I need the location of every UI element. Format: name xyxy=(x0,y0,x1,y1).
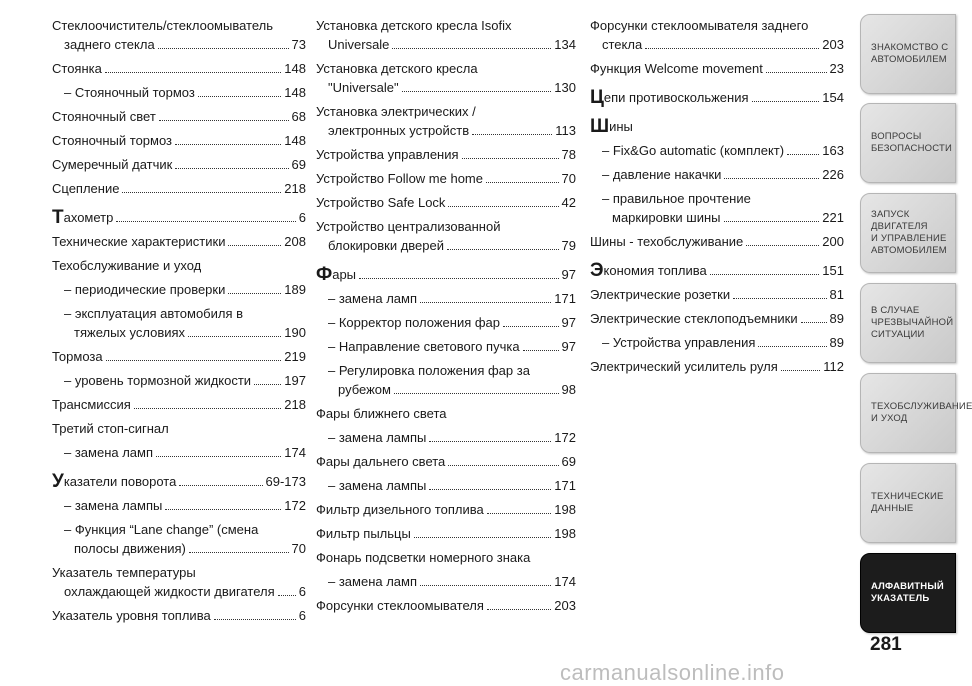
index-entry[interactable] xyxy=(52,371,306,390)
page-ref: 98 xyxy=(561,382,576,397)
dot-leader xyxy=(429,441,551,442)
entry-title: Технические характеристики xyxy=(52,234,226,249)
index-entry[interactable] xyxy=(52,395,306,414)
index-entry[interactable] xyxy=(52,256,306,275)
index-entry[interactable] xyxy=(590,16,844,54)
entry-title: Электрические розетки xyxy=(590,287,731,302)
index-entry[interactable] xyxy=(52,419,306,438)
index-entry[interactable] xyxy=(316,428,576,447)
page-ref: 218 xyxy=(284,397,306,412)
entry-line xyxy=(52,131,306,150)
entry-line xyxy=(316,380,576,399)
entry-line xyxy=(316,548,576,567)
entry-line xyxy=(316,35,576,54)
dot-leader xyxy=(179,485,262,486)
dot-leader xyxy=(156,456,281,457)
entry-line xyxy=(590,261,844,280)
dot-leader xyxy=(165,509,281,510)
entry-line xyxy=(590,208,844,227)
dot-leader xyxy=(158,48,289,49)
entry-line xyxy=(316,121,576,140)
entry-title-line: Устройство централизованной xyxy=(316,219,501,234)
entry-title-line: Стеклоочиститель/стеклоомыватель xyxy=(52,18,274,33)
dot-leader xyxy=(214,619,296,620)
page-ref: 172 xyxy=(284,498,306,513)
index-entry[interactable] xyxy=(590,333,844,352)
entry-title: Форсунки стеклоомывателя xyxy=(316,598,484,613)
entry-line xyxy=(52,443,306,462)
entry-title: Трансмиссия xyxy=(52,397,131,412)
entry-line xyxy=(316,78,576,97)
section-tab[interactable]: ЗАПУСК ДВИГАТЕЛЯ И УПРАВЛЕНИЕ АВТОМОБИЛЕМ xyxy=(860,193,956,273)
index-entry[interactable] xyxy=(316,59,576,97)
entry-line xyxy=(52,323,306,342)
page-ref: 171 xyxy=(554,291,576,306)
page-ref: 151 xyxy=(822,263,844,278)
page-ref: 172 xyxy=(554,430,576,445)
dot-leader xyxy=(448,465,558,466)
entry-title: – замена ламп xyxy=(328,574,418,589)
entry-title: Электрический усилитель руля xyxy=(590,359,778,374)
page-ref: 97 xyxy=(561,315,576,330)
entry-line xyxy=(52,59,306,78)
entry-title: Электрические стеклоподъемники xyxy=(590,311,798,326)
entry-title: – давление накачки xyxy=(602,167,722,182)
entry-title: Устройство Follow me home xyxy=(316,171,483,186)
entry-title: ахометр xyxy=(63,210,114,225)
entry-title: – замена ламп xyxy=(64,445,154,460)
dot-leader xyxy=(503,326,559,327)
entry-title: Стояночный свет xyxy=(52,109,156,124)
section-tab[interactable]: ТЕХНИЧЕСКИЕ ДАННЫЕ xyxy=(860,463,956,543)
page-ref: 69-173 xyxy=(265,474,306,489)
index-entry[interactable] xyxy=(316,404,576,423)
entry-line xyxy=(52,539,306,558)
index-entry[interactable] xyxy=(316,102,576,140)
entry-line xyxy=(52,347,306,366)
entry-line xyxy=(590,35,844,54)
index-entry[interactable] xyxy=(316,193,576,212)
dot-leader xyxy=(228,293,281,294)
page-ref: 171 xyxy=(554,478,576,493)
dot-leader xyxy=(122,192,281,193)
page-ref: 219 xyxy=(284,349,306,364)
entry-line xyxy=(590,141,844,160)
entry-title: – Устройства управления xyxy=(602,335,756,350)
entry-title-line: – правильное прочтение xyxy=(602,191,751,206)
page-ref: 97 xyxy=(561,267,576,282)
entry-title: Шины - техобслуживание xyxy=(590,234,744,249)
page-ref: 23 xyxy=(829,61,844,76)
index-entry[interactable] xyxy=(590,261,844,280)
dot-leader xyxy=(420,302,551,303)
section-tab[interactable]: В СЛУЧАЕ ЧРЕЗВЫЧАЙНОЙ СИТУАЦИИ xyxy=(860,283,956,363)
entry-line xyxy=(52,83,306,102)
entry-line xyxy=(52,256,306,275)
dot-leader xyxy=(758,346,826,347)
page-ref: 73 xyxy=(291,37,306,52)
dot-leader xyxy=(394,393,559,394)
index-entry[interactable] xyxy=(52,304,306,342)
entry-line xyxy=(52,208,306,227)
entry-title-line: – Функция “Lane change” (смена xyxy=(64,522,259,537)
dot-leader xyxy=(159,120,289,121)
index-entry[interactable] xyxy=(316,548,576,567)
page-ref: 203 xyxy=(822,37,844,52)
index-entry[interactable] xyxy=(590,309,844,328)
entry-title-cont: заднего стекла xyxy=(64,37,155,52)
index-entry[interactable] xyxy=(316,217,576,255)
index-entry[interactable] xyxy=(316,476,576,495)
page-ref: 163 xyxy=(822,143,844,158)
entry-line xyxy=(52,155,306,174)
dot-leader xyxy=(472,134,552,135)
dot-leader xyxy=(116,221,295,222)
entry-title: Фильтр пыльцы xyxy=(316,526,411,541)
page-ref: 226 xyxy=(822,167,844,182)
index-entry[interactable] xyxy=(316,145,576,164)
entry-title: Устройство Safe Lock xyxy=(316,195,446,210)
page-ref: 81 xyxy=(829,287,844,302)
dot-leader xyxy=(724,178,819,179)
index-entry[interactable] xyxy=(52,16,306,54)
page-ref: 200 xyxy=(822,234,844,249)
index-entry[interactable] xyxy=(316,337,576,356)
entry-line xyxy=(52,179,306,198)
entry-heading: Третий стоп-сигнал xyxy=(52,421,169,436)
entry-line xyxy=(590,232,844,251)
entry-line xyxy=(52,419,306,438)
entry-title: – уровень тормозной жидкости xyxy=(64,373,252,388)
dot-leader xyxy=(414,537,551,538)
entry-title: кономия топлива xyxy=(603,263,707,278)
entry-line xyxy=(52,606,306,625)
page-ref: 6 xyxy=(298,210,306,225)
entry-line xyxy=(52,107,306,126)
page-ref: 6 xyxy=(298,584,306,599)
entry-line xyxy=(316,236,576,255)
entry-title-line: – эксплуатация автомобиля в xyxy=(64,306,244,321)
entry-title: – замена лампы xyxy=(328,430,427,445)
page-ref: 198 xyxy=(554,526,576,541)
index-entry[interactable] xyxy=(316,361,576,399)
index-entry[interactable] xyxy=(52,208,306,227)
entry-title: – периодические проверки xyxy=(64,282,226,297)
index-entry[interactable] xyxy=(316,572,576,591)
entry-heading: Фары ближнего света xyxy=(316,406,447,421)
index-entry[interactable] xyxy=(52,347,306,366)
page-ref: 190 xyxy=(284,325,306,340)
entry-line xyxy=(52,472,306,491)
page-ref: 218 xyxy=(284,181,306,196)
dot-leader xyxy=(487,513,552,514)
dot-leader xyxy=(188,336,281,337)
dot-leader xyxy=(487,609,551,610)
entry-title-line: Форсунки стеклоомывателя заднего xyxy=(590,18,809,33)
dot-leader xyxy=(420,585,551,586)
page-ref: 198 xyxy=(554,502,576,517)
entry-line xyxy=(52,280,306,299)
page-ref: 148 xyxy=(284,133,306,148)
index-entry[interactable] xyxy=(52,131,306,150)
page-ref: 148 xyxy=(284,61,306,76)
dot-leader xyxy=(392,48,551,49)
page-ref: 174 xyxy=(554,574,576,589)
dot-leader xyxy=(645,48,819,49)
index-entry[interactable] xyxy=(590,141,844,160)
page-ref: 42 xyxy=(561,195,576,210)
index-entry[interactable] xyxy=(590,357,844,376)
entry-title: – Стояночный тормоз xyxy=(64,85,195,100)
index-entry[interactable] xyxy=(52,179,306,198)
page-ref: 113 xyxy=(555,123,576,138)
index-entry[interactable] xyxy=(590,88,844,107)
dot-leader xyxy=(486,182,559,183)
page-ref: 78 xyxy=(561,147,576,162)
entry-line xyxy=(316,404,576,423)
entry-line xyxy=(52,232,306,251)
dot-leader xyxy=(402,91,552,92)
dot-leader xyxy=(781,370,820,371)
entry-line xyxy=(316,452,576,471)
entry-title-line: Указатель температуры xyxy=(52,565,196,580)
dot-leader xyxy=(175,168,288,169)
entry-title: Фильтр дизельного топлива xyxy=(316,502,484,517)
page-ref: 148 xyxy=(284,85,306,100)
entry-title: – замена лампы xyxy=(64,498,163,513)
dot-leader xyxy=(787,154,819,155)
section-letter: Ц xyxy=(590,87,604,108)
entry-title-cont: рубежом xyxy=(338,382,391,397)
section-tab[interactable]: ВОПРОСЫ БЕЗОПАСНОСТИ xyxy=(860,103,956,183)
dot-leader xyxy=(801,322,827,323)
dot-leader xyxy=(106,360,282,361)
entry-line xyxy=(316,289,576,308)
index-entry[interactable] xyxy=(590,232,844,251)
entry-heading: Фонарь подсветки номерного знака xyxy=(316,550,531,565)
entry-title: епи противоскольжения xyxy=(603,90,749,105)
page-ref: 208 xyxy=(284,234,306,249)
entry-title: – замена ламп xyxy=(328,291,418,306)
entry-line xyxy=(52,582,306,601)
index-entry[interactable] xyxy=(316,265,576,284)
entry-title-cont: Universale xyxy=(328,37,390,52)
section-letter: У xyxy=(52,471,64,492)
entry-line xyxy=(316,337,576,356)
page-ref: 79 xyxy=(561,238,576,253)
entry-line xyxy=(590,357,844,376)
page-ref: 189 xyxy=(284,282,306,297)
entry-line xyxy=(316,313,576,332)
dot-leader xyxy=(198,96,281,97)
page-ref: 69 xyxy=(561,454,576,469)
dot-leader xyxy=(766,72,827,73)
index-entry[interactable] xyxy=(52,496,306,515)
entry-heading: ины xyxy=(609,119,633,134)
section-letter: Т xyxy=(52,207,64,228)
entry-line xyxy=(316,265,576,284)
page-ref: 70 xyxy=(561,171,576,186)
index-entry[interactable] xyxy=(316,524,576,543)
entry-title-cont: стекла xyxy=(602,37,643,52)
index-entry[interactable] xyxy=(52,563,306,601)
entry-line xyxy=(316,193,576,212)
entry-title-cont: электронных устройств xyxy=(328,123,470,138)
index-entry[interactable] xyxy=(590,165,844,184)
entry-title: – замена лампы xyxy=(328,478,427,493)
entry-title: – Направление светового пучка xyxy=(328,339,520,354)
entry-line xyxy=(590,117,844,136)
page-ref: 97 xyxy=(561,339,576,354)
dot-leader xyxy=(724,221,820,222)
dot-leader xyxy=(105,72,281,73)
entry-title: Стояночный тормоз xyxy=(52,133,173,148)
entry-title-cont: блокировки дверей xyxy=(328,238,444,253)
page-ref: 174 xyxy=(284,445,306,460)
dot-leader xyxy=(228,245,281,246)
dot-leader xyxy=(523,350,559,351)
entry-line xyxy=(590,88,844,107)
entry-line xyxy=(52,35,306,54)
entry-title: Фары дальнего света xyxy=(316,454,446,469)
dot-leader xyxy=(447,249,559,250)
entry-title-line: Установка детского кресла Isofix xyxy=(316,18,512,33)
page-ref: 89 xyxy=(829,311,844,326)
index-entry[interactable] xyxy=(52,59,306,78)
index-entry[interactable] xyxy=(590,117,844,136)
index-entry[interactable] xyxy=(316,313,576,332)
entry-title-cont: охлаждающей жидкости двигателя xyxy=(64,584,275,599)
entry-line xyxy=(590,59,844,78)
index-entry[interactable] xyxy=(590,285,844,304)
entry-title: казатели поворота xyxy=(63,474,177,489)
dot-leader xyxy=(429,489,551,490)
index-entry[interactable] xyxy=(52,232,306,251)
entry-title: Функция Welcome movement xyxy=(590,61,763,76)
entry-title: Устройства управления xyxy=(316,147,459,162)
dot-leader xyxy=(175,144,281,145)
section-tab[interactable]: ТЕХОБСЛУЖИВАНИЕ И УХОД xyxy=(860,373,956,453)
index-entry[interactable] xyxy=(316,452,576,471)
entry-line xyxy=(52,371,306,390)
page-ref: 154 xyxy=(822,90,844,105)
index-entry[interactable] xyxy=(52,155,306,174)
section-tab[interactable]: АЛФАВИТНЫЙ УКАЗАТЕЛЬ xyxy=(860,553,956,633)
index-entry[interactable] xyxy=(52,520,306,558)
page-ref: 130 xyxy=(554,80,576,95)
index-entry[interactable] xyxy=(316,169,576,188)
entry-line xyxy=(52,395,306,414)
index-entry[interactable] xyxy=(52,280,306,299)
index-entry[interactable] xyxy=(590,59,844,78)
entry-title-line: – Регулировка положения фар за xyxy=(328,363,530,378)
dot-leader xyxy=(134,408,281,409)
entry-title: ары xyxy=(332,267,357,282)
section-tab[interactable]: ЗНАКОМСТВО С АВТОМОБИЛЕМ xyxy=(860,14,956,94)
entry-line xyxy=(590,309,844,328)
dot-leader xyxy=(359,278,559,279)
index-entry[interactable] xyxy=(316,289,576,308)
entry-line xyxy=(590,165,844,184)
entry-line xyxy=(52,496,306,515)
page-ref: 197 xyxy=(284,373,306,388)
page-ref: 89 xyxy=(829,335,844,350)
entry-title: Стоянка xyxy=(52,61,102,76)
section-letter: Э xyxy=(590,260,604,281)
index-column-2 xyxy=(316,16,576,620)
index-entry[interactable] xyxy=(590,189,844,227)
page-ref: 69 xyxy=(291,157,306,172)
dot-leader xyxy=(462,158,559,159)
entry-line xyxy=(316,428,576,447)
index-entry[interactable] xyxy=(52,443,306,462)
entry-title: Тормоза xyxy=(52,349,103,364)
page-ref: 68 xyxy=(291,109,306,124)
page-ref: 70 xyxy=(291,541,306,556)
index-entry[interactable] xyxy=(316,500,576,519)
entry-title-cont: тяжелых условиях xyxy=(74,325,186,340)
entry-title: – Корректор положения фар xyxy=(328,315,501,330)
index-entry[interactable] xyxy=(316,596,576,615)
entry-title-cont: маркировки шины xyxy=(612,210,721,225)
entry-line xyxy=(316,524,576,543)
index-entry[interactable] xyxy=(52,107,306,126)
section-letter: Ф xyxy=(316,264,333,285)
index-entry[interactable] xyxy=(316,16,576,54)
page-ref: 112 xyxy=(823,359,844,374)
entry-line xyxy=(590,333,844,352)
entry-line xyxy=(590,285,844,304)
index-column-3 xyxy=(590,16,844,381)
page-ref: 203 xyxy=(554,598,576,613)
dot-leader xyxy=(448,206,558,207)
entry-heading: Техобслуживание и уход xyxy=(52,258,202,273)
index-entry[interactable] xyxy=(52,83,306,102)
page-ref: 221 xyxy=(822,210,844,225)
page-number: 281 xyxy=(870,634,902,655)
entry-title: Сумеречный датчик xyxy=(52,157,173,172)
page-ref: 6 xyxy=(298,608,306,623)
entry-line xyxy=(316,596,576,615)
dot-leader xyxy=(733,298,826,299)
watermark: carmanualsonline.info xyxy=(560,660,785,685)
dot-leader xyxy=(254,384,281,385)
entry-line xyxy=(316,476,576,495)
entry-line xyxy=(316,169,576,188)
entry-title-line: Установка электрических / xyxy=(316,104,476,119)
index-entry[interactable] xyxy=(52,606,306,625)
entry-title: Указатель уровня топлива xyxy=(52,608,211,623)
entry-title: Сцепление xyxy=(52,181,120,196)
entry-title-cont: "Universale" xyxy=(328,80,399,95)
dot-leader xyxy=(710,274,820,275)
dot-leader xyxy=(189,552,289,553)
dot-leader xyxy=(746,245,819,246)
entry-title: – Fix&Go automatic (комплект) xyxy=(602,143,785,158)
dot-leader xyxy=(278,595,296,596)
index-entry[interactable] xyxy=(52,472,306,491)
section-letter: Ш xyxy=(590,116,610,137)
index-column-1 xyxy=(52,16,306,630)
entry-line xyxy=(316,145,576,164)
dot-leader xyxy=(752,101,820,102)
page-ref: 134 xyxy=(554,37,576,52)
entry-title-cont: полосы движения) xyxy=(74,541,186,556)
entry-line xyxy=(316,572,576,591)
entry-title-line: Установка детского кресла xyxy=(316,61,478,76)
entry-line xyxy=(316,500,576,519)
